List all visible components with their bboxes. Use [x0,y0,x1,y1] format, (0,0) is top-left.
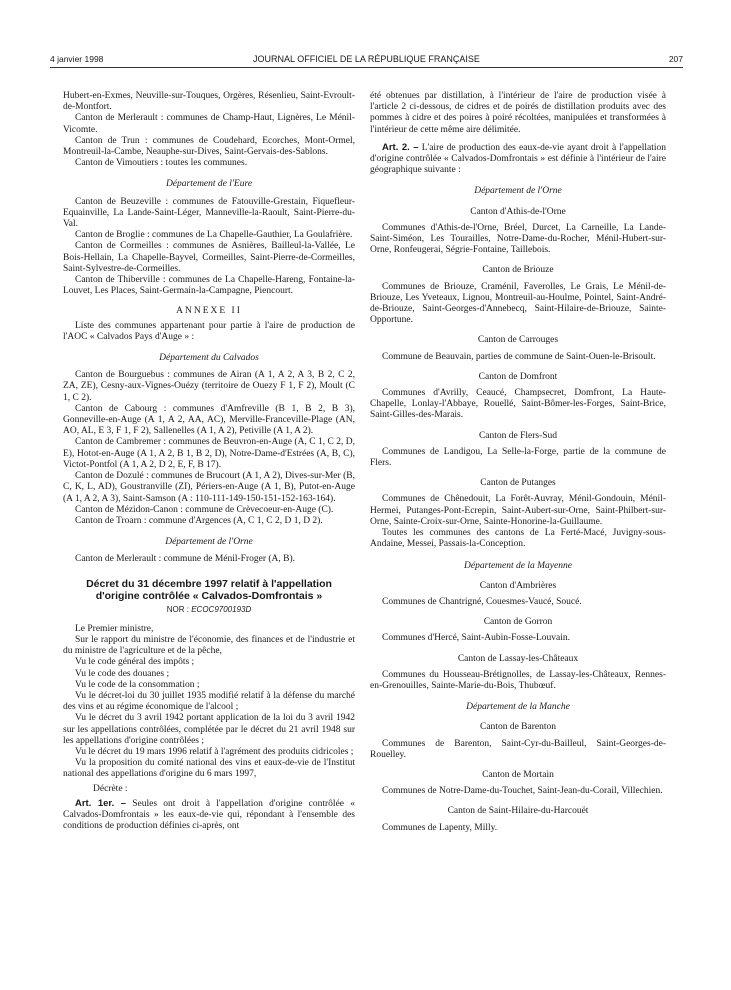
paragraph: Canton de Thiberville : communes de La Chapelle-Hareng, Fontaine-la-Louvet, Les Places, Saint-Germain-la-Campagne, Piencourt. [63,275,355,297]
article-text: Seules ont droit à l'appellation d'origine contrôlée « Calvados-Domfrontais » les eaux-de-vie qui, répondant à l'ensemble des conditions de production définies ci-après, ont [63,798,355,832]
paragraph: Communes de Lapenty, Milly. [382,822,498,833]
paragraph: Canton de Cambremer : communes de Beuvron-en-Auge (A, C 1, C 2, D, E), Hotot-en-Auge (A 1, A 2, B 1, B 2, D), Notre-Dame-d'Estrées (A, B, C), Victot-Pontfol (A 1, A 2, D 2, E, F, B 17). [63,437,355,470]
paragraph: Commune de Beauvain, parties de commune de Saint-Ouen-le-Brisoult. [382,351,656,362]
canton-heading: Canton de Saint-Hilaire-du-Harcouët [447,806,589,817]
paragraph: Canton de Dozulé : communes de Brucourt (A 1, A 2), Dives-sur-Mer (B, C, K, L, AD), Goustranville (ZI), Périers-en-Auge (A 1, B), Putot-en-Auge (A 1, A 2, A 3), Saint-Samson (A : 110-111-149-150-151-152-163-164). [63,471,355,504]
paragraph: Canton de Cabourg : communes d'Amfreville (B 1, B 2, B 3), Gonneville-en-Auge (A 1, A 2, AA, AC), Merville-Franceville-Plage (AN, AO, AL, E 3, F 1, F 2), Sallenelles (A 1, A 2), Petiville (A 1, A 2). [63,403,355,437]
canton-heading: Canton de Barenton [480,722,556,733]
paragraph: Canton de Troarn : commune d'Argences (A, C 1, C 2, D 1, D 2). [75,515,323,526]
article-text: L'aire de production des eaux-de-vie ayant droit à l'appellation d'origine contrôlée « Calvados-Domfrontais » est définie à l'intérieur de l'aire géographique suivante : [370,142,666,176]
department-heading: Département de l'Orne [165,537,253,548]
canton-heading: Canton d'Ambrières [479,580,557,591]
article-1 [63,798,355,833]
department-heading: Département de la Manche [466,702,570,713]
right-column [370,91,666,834]
paragraph: Le Premier ministre, [75,623,154,634]
department-heading: Département de la Mayenne [464,560,572,571]
annex-heading: ANNEXE II [176,306,242,317]
canton-heading: Canton de Lassay-les-Châteaux [457,653,579,664]
running-header [50,54,683,68]
canton-heading: Canton d'Athis-de-l'Orne [470,206,566,217]
paragraph: Communes du Housseau-Brétignolles, de Lassay-les-Châteaux, Rennes-en-Grenouilles, Sainte-Marie-du-Bois, Thubœuf. [370,669,666,691]
paragraph: Communes de Chênedouit, La Forêt-Auvray, Ménil-Gondouin, Ménil-Hermei, Putanges-Pont-Ecrepin, Saint-Aubert-sur-Orne, Saint-Philbert-sur-Orne, Sainte-Croix-sur-Orne, Sainte-Honorine-la-Guillaume. [370,494,666,527]
paragraph: Communes de Chantrigné, Couesmes-Vaucé, Soucé. [382,596,582,607]
department-heading: Département du Calvados [159,353,259,364]
paragraph: Communes de Notre-Dame-du-Touchet, Saint-Jean-du-Corail, Villechien. [382,786,663,797]
header-rule [50,67,683,68]
issue-date: 4 janvier 1998 [50,54,104,64]
paragraph: Vu le décret du 19 mars 1996 relatif à l'agrément des produits cidricoles ; [75,746,354,757]
paragraph: Communes d'Hercé, Saint-Aubin-Fosse-Louvain. [382,633,570,644]
paragraph: Communes d'Athis-de-l'Orne, Bréel, Durcet, La Carneille, La Lande-Saint-Siméon, Les Tourailles, Notre-Dame-du-Rocher, Ménil-Hubert-sur-Orne, Ronfeugerai, Ségrie-Fontaine, Taillebois. [370,222,666,256]
article-2 [370,142,666,177]
paragraph: Liste des communes appartenant pour partie à l'aire de production de l'AOC « Calvados Pays d'Auge » : [63,320,355,342]
paragraph: Canton de Merlerault : communes de Champ-Haut, Lignères, Le Ménil-Vicomte. [63,113,355,135]
canton-heading: Canton de Carrouges [477,335,559,346]
canton-heading: Canton de Flers-Sud [478,430,558,441]
paragraph: Canton de Mézidon-Canon : commune de Crèvecoeur-en-Auge (C). [75,504,334,515]
department-heading: Département de l'Eure [165,179,253,190]
paragraph: Vu le décret-loi du 30 juillet 1935 modifié relatif à la défense du marché des vins et au régime économique de l'alcool ; [63,690,355,713]
left-column [63,91,355,832]
paragraph: Canton de Beuzeville : communes de Fatouville-Grestain, Fiquefleur-Equainville, La Lande-Saint-Léger, Manneville-la-Raoult, Saint-Pierre-du-Val. [63,196,355,230]
paragraph: Sur le rapport du ministre de l'économie, des finances et de l'industrie et du ministre de l'agriculture et de la pêche, [63,634,355,657]
canton-heading: Canton de Putanges [480,478,556,489]
paragraph: Communes de Briouze, Craménil, Faverolles, Le Grais, Le Ménil-de-Briouze, Les Yveteaux, Lignou, Montreuil-au-Houlme, Pointel, Saint-André-de-Briouze, Saint-Georges-d'Annebecq, Saint-Hilaire-de-Briouze, Sainte-Opportune. [370,281,666,326]
canton-heading: Canton de Mortain [482,769,554,780]
paragraph: Vu le code général des impôts ; [75,657,195,668]
paragraph: Canton de Bourguebus : communes de Airan (A 1, A 2, A 3, B 2, C 2, ZA, ZE), Cesny-aux-Vignes-Ouézy (territoire de Ouezy F 1, F 2), Moult (C 1, C 2). [63,370,355,403]
paragraph: Canton de Trun : communes de Coudehard, Ecorches, Mont-Ormel, Montreuil-la-Cambe, Neauphe-sur-Dives, Saint-Gervais-des-Sablons. [63,135,355,158]
paragraph: Vu le décret du 3 avril 1942 portant application de la loi du 3 avril 1942 sur les appellations contrôlées, complétée par le décret du 21 avril 1948 sur les appellations d'origine contrôlées ; [63,713,355,746]
decree-title: Décret du 31 décembre 1997 relatif à l'appellation d'origine contrôlée « Calvados-Domfrontais » [86,577,332,602]
nor-reference [63,604,355,615]
paragraph: Vu le code des douanes ; [75,668,170,679]
page-number: 207 [668,54,683,64]
paragraph: Vu le code de la consommation ; [75,679,200,690]
nor-code: ECOC9700193D [191,604,252,614]
canton-heading: Canton de Briouze [482,265,554,276]
paragraph: Vu la proposition du comité national des vins et eaux-de-vie de l'Institut national des appellations d'origine du 6 mars 1997, [63,758,355,780]
nor-label: NOR : [166,604,189,614]
article-label: Art. 1er. – [75,797,127,809]
paragraph: Canton de Vimoutiers : toutes les communes. [75,158,248,169]
journal-title: JOURNAL OFFICIEL DE LA RÉPUBLIQUE FRANÇAISE [253,54,480,64]
paragraph: Toutes les communes des cantons de La Ferté-Macé, Juvigny-sous-Andaine, Messei, Passais-la-Conception. [370,528,666,550]
department-heading: Département de l'Orne [474,186,562,197]
paragraph: Canton de Cormeilles : communes de Asnières, Bailleul-la-Vallée, Le Bois-Hellain, La Chapelle-Bayvel, Cormeilles, Saint-Pierre-de-Cormeilles, Saint-Sylvestre-de-Cormeilles. [63,241,355,274]
canton-heading: Canton de Gorron [483,617,553,628]
paragraph: été obtenues par distillation, à l'intérieur de l'aire de production visée à l'article 2 ci-dessous, de cidres et de poirés de distillation produits avec des pommes à cidre et des poires à poiré récoltées, manipulées et transformées à l'intérieur de cette même aire délimitée. [370,91,666,135]
decrete-line: Décrète : [93,783,128,794]
article-label: Art. 2. – [382,141,419,153]
paragraph: Canton de Broglie : communes de La Chapelle-Gauthier, La Goulafrière. [75,230,353,241]
paragraph: Canton de Merlerault : commune de Ménil-Froger (A, B). [75,554,296,565]
paragraph: Communes d'Avrilly, Ceaucé, Champsecret, Domfront, La Haute-Chapelle, Lonlay-l'Abbaye, Rouellé, Saint-Bômer-les-Forges, Saint-Brice, Saint-Gilles-des-Marais. [370,388,666,421]
canton-heading: Canton de Domfront [478,371,558,382]
paragraph: Communes de Barenton, Saint-Cyr-du-Bailleul, Saint-Georges-de-Rouelley. [370,738,666,760]
paragraph: Hubert-en-Exmes, Neuville-sur-Touques, Orgères, Résenlieu, Saint-Evroult-de-Montfort. [63,91,355,113]
paragraph: Communes de Landigou, La Selle-la-Forge, partie de la commune de Flers. [370,446,666,469]
